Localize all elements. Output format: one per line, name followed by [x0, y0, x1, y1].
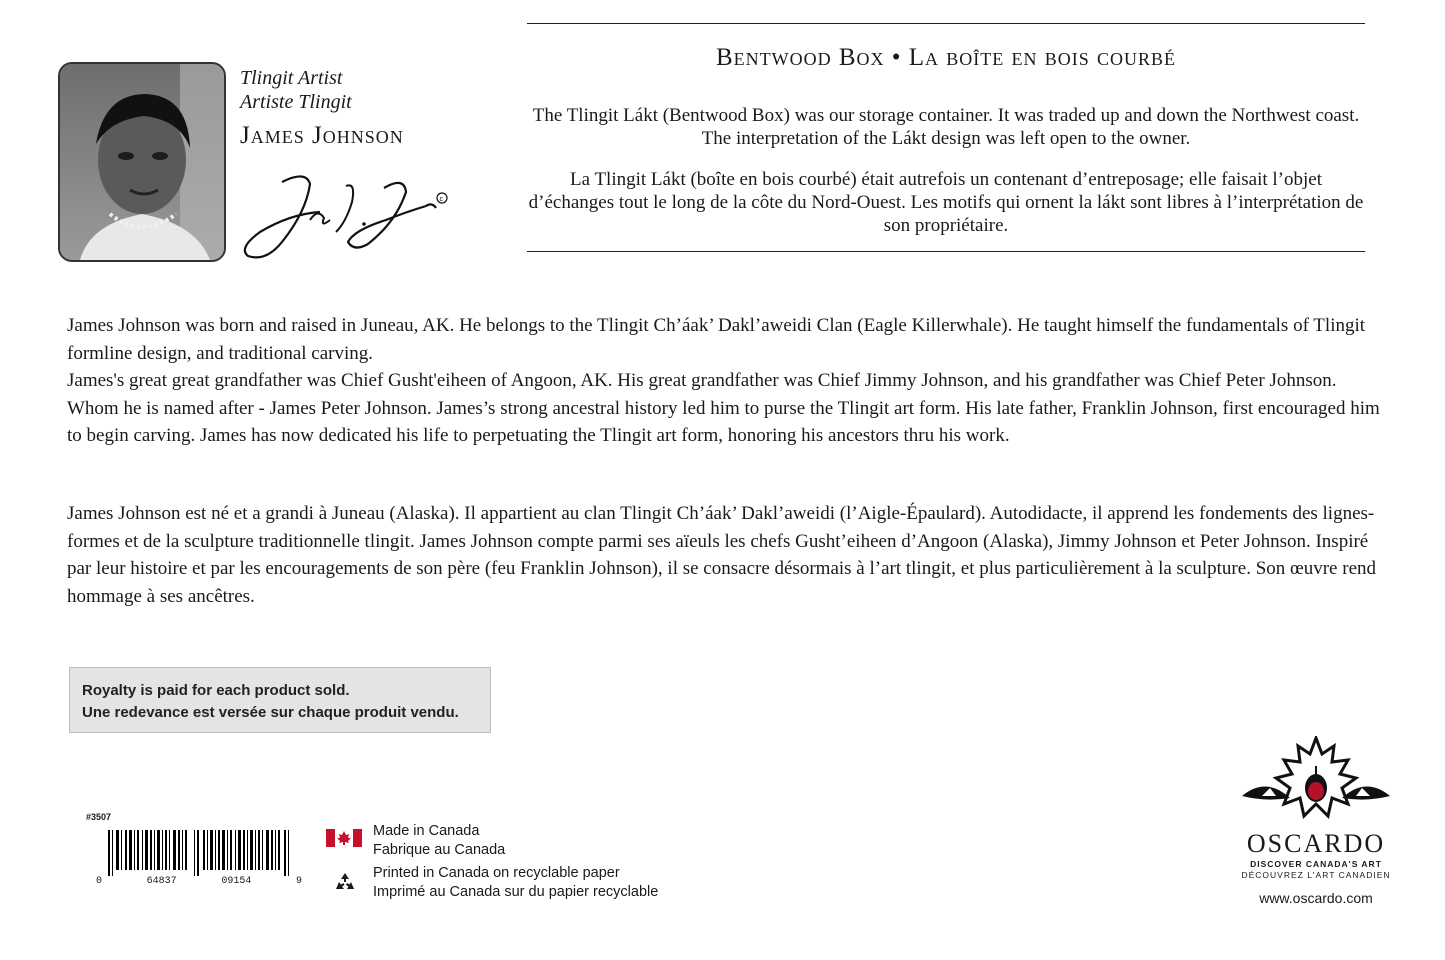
made-in-fr: Fabrique au Canada: [373, 842, 506, 858]
artist-role-en: Tlingit Artist: [240, 67, 343, 89]
brand-tagline-fr: DÉCOUVREZ L'ART CANADIEN: [1241, 870, 1391, 880]
barcode-digit-group: 0: [96, 876, 103, 887]
brand-name: OSCARDO: [1246, 829, 1386, 858]
artist-photo: [58, 62, 226, 262]
top-divider: [527, 23, 1365, 24]
artist-name: James Johnson: [240, 122, 404, 149]
svg-text:c: c: [439, 196, 443, 203]
brand-tagline-en: DISCOVER CANADA'S ART: [1250, 859, 1382, 869]
brand-website-link[interactable]: www.oscardo.com: [1259, 890, 1373, 906]
printed-in-canada: [373, 864, 658, 902]
sku-number: #3507: [86, 812, 112, 822]
royalty-notice: [69, 667, 491, 733]
barcode-digit-group: 09154: [221, 876, 252, 887]
bio-fr-paragraph: James Johnson est né et a grandi à Juneau (Alaska). Il appartient au clan Tlingit Ch’áak’ Dakl’aweidi (l’Aigle-Épaulard). Autodidacte, il apprend les fondements des lignes-formes et de la sculpture traditionnelle tlingit. James Johnson compte parmi ses aïeuls les chefs Gusht’eiheen d’Angoon (Alaska), Jimmy Johnson et Peter Johnson. Inspiré par leur histoire et par les encouragements de son père (feu Franklin Johnson), il se consacre désormais à l’art tlingit, et plus particulièrement à la sculpture. Son œuvre rend hommage à ses ancêtres.: [67, 503, 1376, 607]
recycle-icon: [333, 871, 357, 900]
barcode: [96, 830, 302, 881]
royalty-fr: Une redevance est versée sur chaque produit vendu.: [82, 704, 459, 721]
printed-fr: Imprimé au Canada sur du papier recyclable: [373, 884, 659, 900]
artist-signature: [236, 162, 456, 271]
bio-en-paragraph-2: James's great great grandfather was Chief Gusht'eiheen of Angoon, AK. His great grandfather was Chief Jimmy Johnson, and his grandfather was Chief Peter Johnson. Whom he is named after - James Peter Johnson. James’s strong ancestral history led him to purse the Tlingit art form. His late father, Franklin Johnson, first encouraged him to begin carving. James has now dedicated his life to perpetuating the Tlingit art form, honoring his ancestors thru his work.: [67, 370, 1380, 446]
bio-english: [67, 312, 1387, 450]
barcode-digits: [96, 876, 302, 887]
made-in-en: Made in Canada: [373, 823, 480, 839]
artist-info: [240, 66, 480, 150]
maple-leaf-logo-icon: [1236, 736, 1396, 831]
bio-en-paragraph-1: James Johnson was born and raised in Juneau, AK. He belongs to the Tlingit Ch’áak’ Dakl’aweidi Clan (Eagle Killerwhale). He taught himself the fundamentals of Tlingit formline design, and traditional carving.: [67, 315, 1366, 364]
product-title: Bentwood Box • La boîte en bois courbé: [715, 44, 1177, 71]
made-in-canada: [373, 822, 505, 860]
barcode-digit-group: 64837: [146, 876, 177, 887]
product-description-en: The Tlingit Lákt (Bentwood Box) was our storage container. It was traded up and down the Northwest coast. The interpretation of the Lákt design was left open to the owner.: [532, 105, 1360, 149]
canada-flag-icon: [326, 829, 362, 852]
artist-role-fr: Artiste Tlingit: [240, 91, 352, 113]
bottom-divider: [527, 251, 1365, 252]
product-description-fr: La Tlingit Lákt (boîte en bois courbé) était autrefois un contenant d’entreposage; elle faisait l’objet d’échanges tout le long de la côte du Nord-Ouest. Les motifs qui ornent la lákt sont libres à l’interprétation de son propriétaire.: [528, 169, 1364, 236]
barcode-digit-group: 9: [295, 876, 302, 887]
printed-en: Printed in Canada on recyclable paper: [373, 865, 620, 881]
bio-french: [67, 500, 1387, 610]
royalty-en: Royalty is paid for each product sold.: [82, 682, 350, 699]
